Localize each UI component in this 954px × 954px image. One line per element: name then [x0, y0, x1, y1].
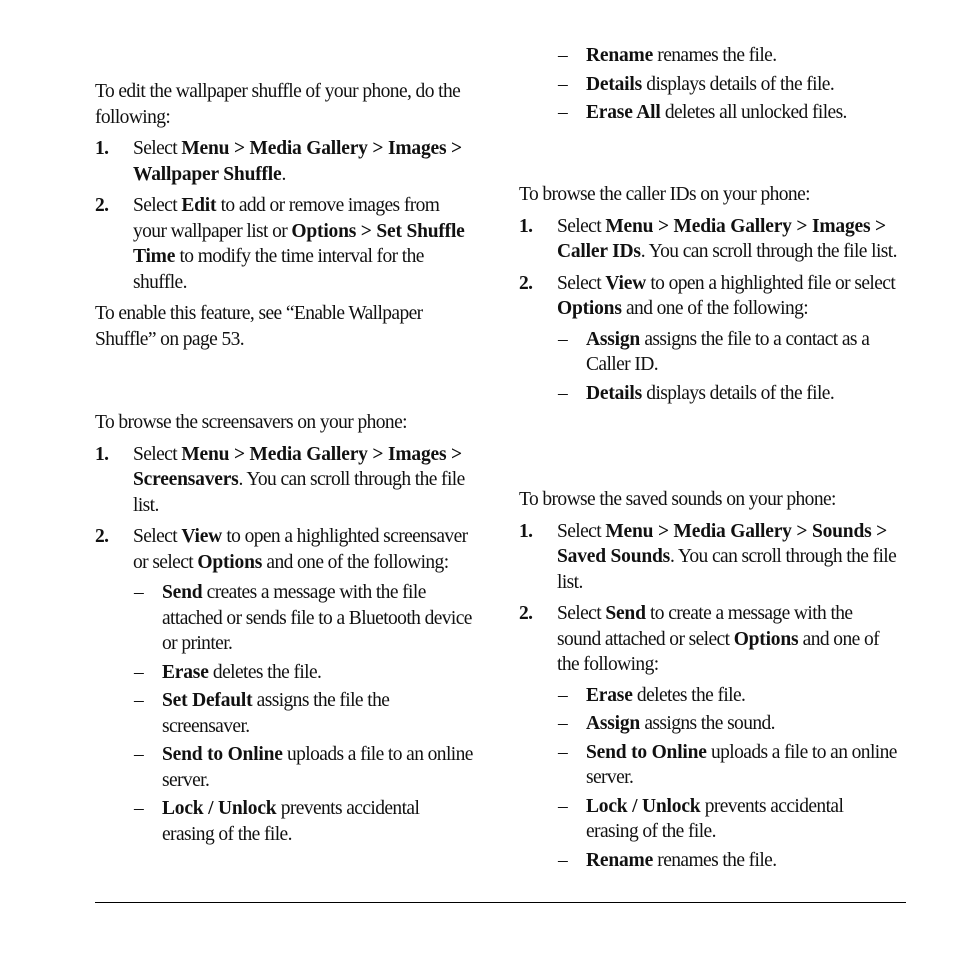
list-item [519, 327, 899, 378]
step-text: and one of the following: [262, 551, 449, 573]
option-desc: displays details of the file. [642, 73, 835, 95]
list-item [519, 711, 899, 737]
list-item [519, 381, 899, 407]
menu-option: Options [197, 551, 263, 573]
wallpaper-intro: To edit the wallpaper shuffle of your phone, do the following: [95, 81, 461, 128]
menu-path: Menu > Media Gallery > Sounds > Saved Sounds [557, 520, 888, 567]
dash-bullet: – [134, 690, 144, 711]
option-desc: prevents accidental erasing of the file. [586, 795, 844, 842]
step-text: . [281, 163, 286, 185]
dash-bullet: – [134, 798, 144, 819]
option-name: Lock / Unlock [586, 795, 701, 817]
images-options-continued [519, 43, 899, 126]
list-item [519, 848, 899, 874]
option-desc: deletes the file. [632, 684, 746, 706]
step-text: to create a message with the sound attached or select [557, 603, 853, 650]
dash-bullet: – [558, 741, 568, 763]
option-name: Details [586, 73, 643, 95]
menu-option: View [181, 526, 223, 547]
step-number: 1. [95, 443, 109, 465]
saved-sounds-step-1 [519, 519, 899, 596]
list-item [95, 742, 475, 793]
caller-ids-step-2 [519, 271, 899, 322]
option-desc: uploads a file to an online server. [162, 744, 473, 791]
list-item [519, 72, 899, 98]
list-item [519, 683, 899, 709]
step-number: 1. [95, 138, 109, 159]
step-text: to add or remove images from your wallpaper list or [133, 195, 440, 242]
option-name: Set Default [162, 690, 253, 711]
step-number: 2. [519, 272, 533, 294]
option-name: Erase [162, 661, 209, 683]
option-name: Lock / Unlock [162, 798, 277, 819]
menu-option: Send [605, 603, 646, 624]
screensavers-step-2 [95, 524, 475, 575]
screensavers-step-1 [95, 442, 475, 519]
option-desc: assigns the file the screensaver. [162, 690, 390, 737]
option-desc: displays details of the file. [642, 382, 835, 404]
screensavers-section [95, 410, 475, 847]
saved-sounds-section [519, 487, 899, 873]
step-text: . You can scroll through the file list. [557, 546, 897, 593]
wallpaper-step-1 [95, 136, 475, 187]
dash-bullet: – [558, 45, 568, 66]
dash-bullet: – [558, 382, 568, 404]
step-text: Select [557, 603, 606, 624]
option-desc: assigns the sound. [640, 713, 775, 734]
step-text: Select [133, 138, 182, 159]
option-name: Send [162, 582, 203, 603]
option-desc: deletes all unlocked files. [660, 102, 847, 123]
menu-option: View [605, 272, 647, 294]
caller-ids-intro: To browse the caller IDs on your phone: [519, 184, 810, 205]
list-item [519, 794, 899, 845]
step-number: 2. [95, 526, 109, 547]
list-item [95, 688, 475, 739]
dash-bullet: – [134, 744, 144, 765]
dash-bullet: – [134, 582, 144, 603]
option-name: Assign [586, 713, 641, 734]
wallpaper-step-2 [95, 193, 475, 295]
list-item [95, 660, 475, 686]
step-text: Select [133, 526, 182, 547]
list-item [519, 100, 899, 126]
step-text: Select [133, 195, 182, 216]
screensavers-intro: To browse the screensavers on your phone: [95, 412, 407, 433]
option-desc: renames the file. [653, 849, 777, 871]
option-name: Rename [586, 849, 654, 871]
caller-ids-section [519, 182, 899, 406]
wallpaper-note: To enable this feature, see “Enable Wallpaper Shuffle” on page 53. [95, 303, 423, 350]
saved-sounds-intro: To browse the saved sounds on your phone: [519, 489, 836, 510]
step-text: and one of the following: [621, 298, 809, 319]
menu-path: Menu > Media Gallery > Images > Wallpaper Shuffle [133, 138, 462, 185]
option-desc: renames the file. [653, 45, 777, 66]
menu-path: Options > Set Shuffle Time [133, 220, 465, 267]
step-text: . You can scroll through the file list. [133, 469, 465, 516]
step-text: to open a highlighted file or select [646, 272, 896, 294]
step-text: Select [557, 520, 606, 542]
step-text: to modify the time interval for the shuffle. [133, 246, 424, 293]
option-name: Assign [586, 328, 641, 350]
menu-option: Edit [181, 195, 217, 216]
footer-rule [95, 902, 906, 903]
dash-bullet: – [558, 328, 568, 350]
list-item [519, 43, 899, 69]
dash-bullet: – [558, 684, 568, 706]
dash-bullet: – [558, 102, 568, 123]
list-item [95, 580, 475, 657]
wallpaper-shuffle-section [95, 79, 475, 352]
dash-bullet: – [558, 849, 568, 871]
option-desc: prevents accidental erasing of the file. [162, 798, 420, 845]
option-name: Send to Online [162, 744, 283, 765]
option-desc: uploads a file to an online server. [586, 741, 897, 788]
step-text: . You can scroll through the file list. [640, 241, 897, 262]
step-text: and one of the following: [557, 628, 879, 675]
menu-option: Options [733, 628, 799, 650]
dash-bullet: – [558, 73, 568, 95]
dash-bullet: – [558, 713, 568, 734]
caller-ids-step-1 [519, 214, 899, 265]
option-name: Rename [586, 45, 654, 66]
list-item [95, 796, 475, 847]
step-text: to open a highlighted screensaver or select [133, 526, 468, 573]
step-number: 2. [95, 195, 109, 216]
option-desc: creates a message with the file attached or sends file to a Bluetooth device or printer. [162, 582, 472, 654]
step-text: Select [557, 215, 606, 237]
list-item [519, 740, 899, 791]
menu-option: Options [557, 298, 622, 319]
option-name: Erase All [586, 102, 661, 123]
dash-bullet: – [558, 795, 568, 817]
option-name: Details [586, 382, 643, 404]
option-name: Erase [586, 684, 633, 706]
step-text: Select [133, 443, 182, 465]
dash-bullet: – [134, 661, 144, 683]
step-number: 1. [519, 215, 533, 237]
option-desc: assigns the file to a contact as a Caller ID. [586, 328, 870, 375]
step-number: 2. [519, 603, 533, 624]
saved-sounds-step-2 [519, 601, 899, 678]
menu-path: Menu > Media Gallery > Images > Caller IDs [557, 215, 886, 262]
step-number: 1. [519, 520, 533, 542]
option-name: Send to Online [586, 741, 707, 763]
step-text: Select [557, 272, 606, 294]
option-desc: deletes the file. [208, 661, 322, 683]
menu-path: Menu > Media Gallery > Images > Screensavers [133, 443, 462, 490]
